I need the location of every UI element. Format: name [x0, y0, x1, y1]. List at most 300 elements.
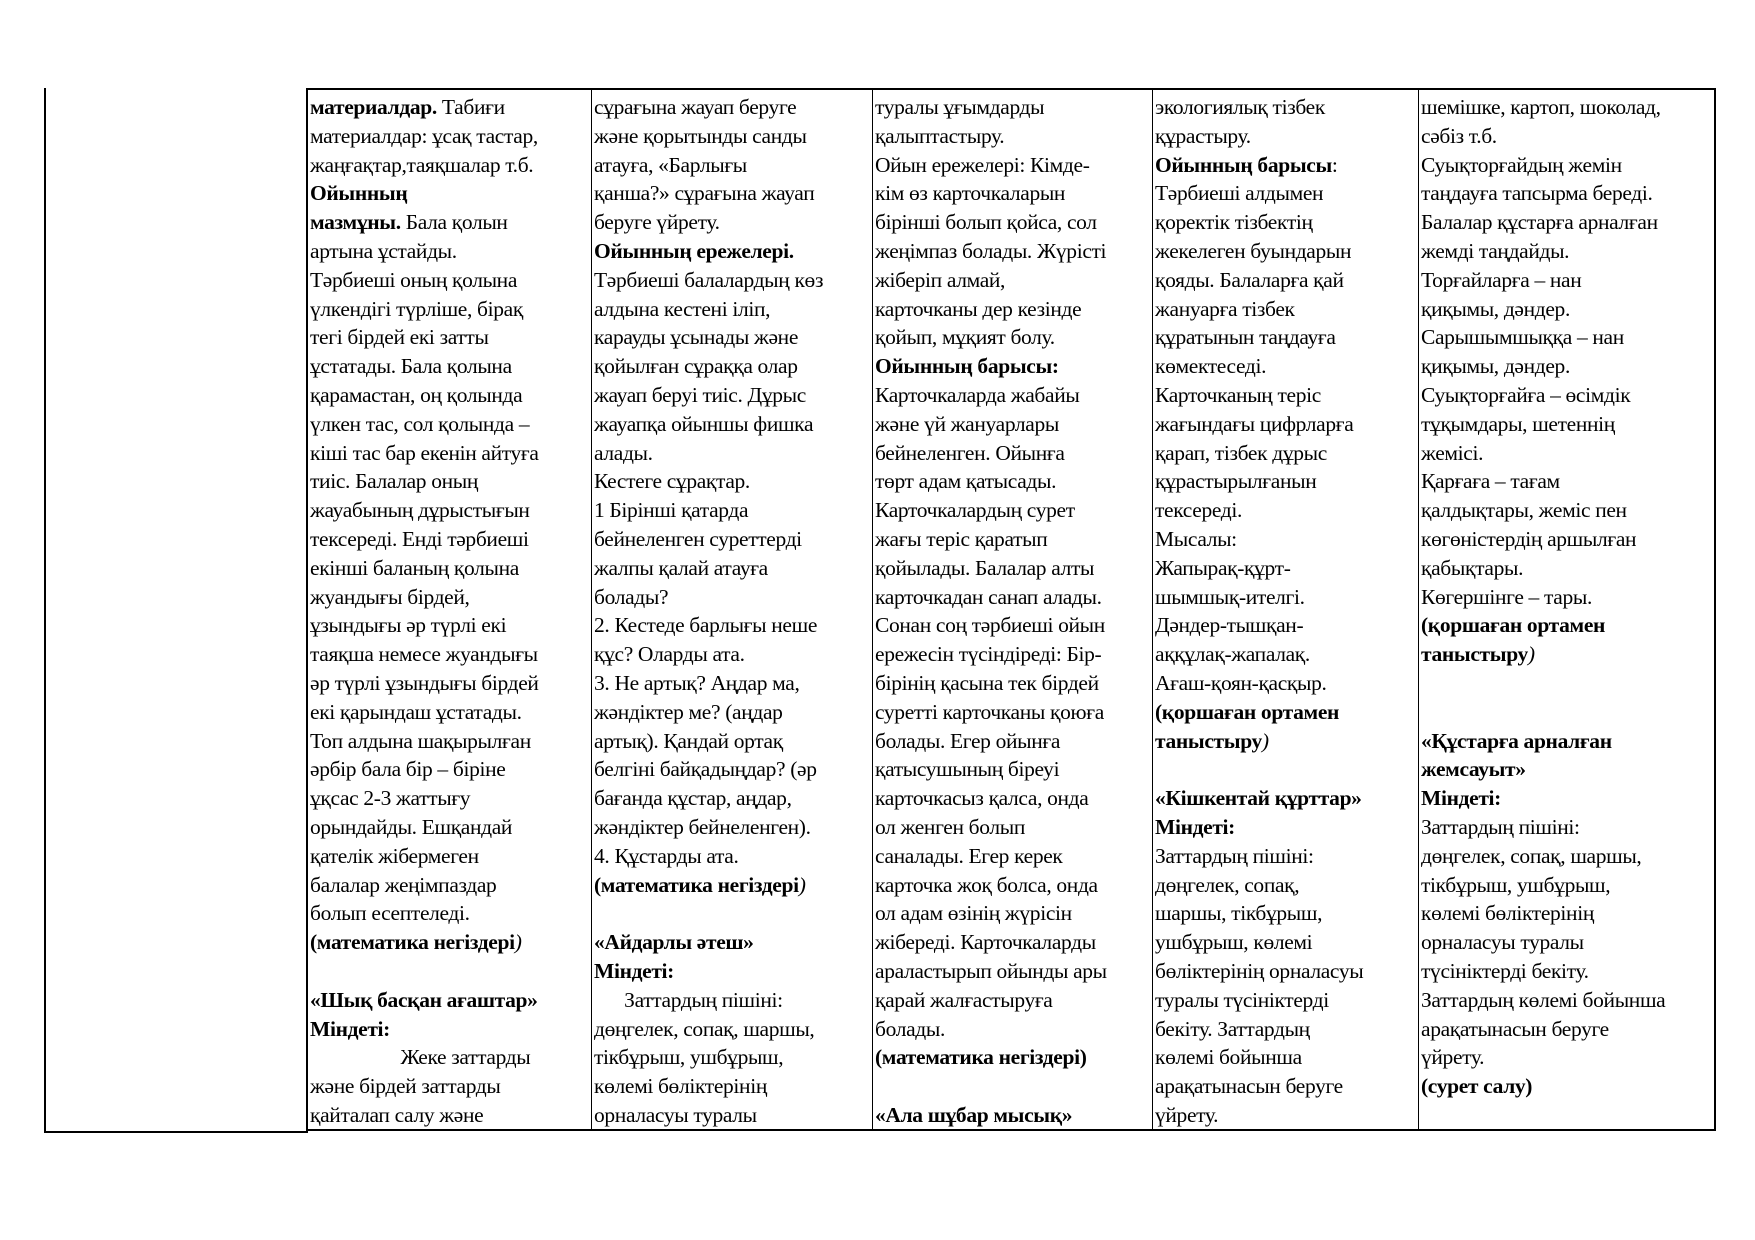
text-run: көгөністердің аршылған	[1421, 526, 1637, 551]
text-run: ұқсас 2-3 жаттығу	[310, 786, 471, 811]
text-run: «Айдарлы әтеш»	[594, 930, 754, 955]
text-line	[594, 1043, 872, 1072]
text-line	[594, 1072, 872, 1101]
text-run: ол адам өзінің жүрісін	[875, 901, 1072, 926]
text-run: түсініктерді бекіту.	[1421, 958, 1589, 983]
text-run: «Ала шұбар мысық»	[875, 1102, 1073, 1127]
text-run: артық). Қандай ортақ	[594, 728, 783, 753]
text-line	[875, 871, 1152, 900]
text-line	[310, 410, 591, 439]
text-run: үлкен тас, сол қолында –	[310, 411, 530, 436]
text-line	[1421, 554, 1714, 583]
text-run: сұрағына жауап беруге	[594, 95, 797, 119]
text-line	[875, 93, 1152, 122]
table-cell-col-1	[308, 90, 591, 1131]
text-line	[310, 1072, 591, 1101]
text-line	[1421, 842, 1714, 871]
text-run: материалдар.	[310, 95, 437, 119]
text-line	[310, 784, 591, 813]
text-line	[310, 1101, 591, 1130]
text-line	[594, 928, 872, 957]
text-line	[1421, 122, 1714, 151]
text-run: қиқымы, дәндер.	[1421, 296, 1570, 321]
text-line	[1421, 237, 1714, 266]
text-run: қалыптастыру.	[875, 123, 1005, 148]
text-line	[594, 1101, 872, 1130]
text-run: карточка жоқ болса, онда	[875, 872, 1098, 897]
text-run: бірінші болып қойса, сол	[875, 210, 1097, 235]
text-run: жемсауыт»	[1421, 757, 1526, 782]
text-line	[594, 813, 872, 842]
text-run: қарамастан, оң қолында	[310, 382, 523, 407]
text-run: жағы теріс қаратып	[875, 526, 1048, 551]
text-run: карточкадан санап алады.	[875, 584, 1102, 609]
text-line	[594, 583, 872, 612]
text-line	[1155, 122, 1418, 151]
text-line	[1155, 208, 1418, 237]
text-run: Ағаш-қоян-қасқыр.	[1155, 670, 1327, 695]
text-run: қарап, тізбек дұрыс	[1155, 440, 1327, 465]
text-line	[1421, 1072, 1714, 1101]
text-run: кіші тас бар екенін айтуға	[310, 440, 539, 465]
text-line	[594, 986, 872, 1015]
text-line	[875, 151, 1152, 180]
text-line	[875, 986, 1152, 1015]
text-line	[594, 122, 872, 151]
text-run: Жеке заттарды	[310, 1045, 531, 1070]
text-run: Ойынның барысы:	[875, 354, 1059, 379]
text-run: саналады. Егер керек	[875, 843, 1063, 868]
text-run: арақатынасын беруге	[1421, 1016, 1609, 1041]
text-line	[1421, 1043, 1714, 1072]
text-run: (қоршаған ортамен	[1155, 699, 1340, 724]
text-run: аққұлақ-жапалақ.	[1155, 642, 1310, 667]
text-line	[310, 323, 591, 352]
table-cell-col-3	[873, 90, 1152, 1131]
text-run: (сурет салу)	[1421, 1074, 1533, 1099]
text-line	[1421, 928, 1714, 957]
text-run: арақатынасын беруге	[1155, 1074, 1343, 1099]
text-run: Тәрбиеші алдымен	[1155, 181, 1324, 206]
text-line	[1421, 295, 1714, 324]
text-run: үйрету.	[1155, 1102, 1219, 1127]
text-run: таңдауға тапсырма береді.	[1421, 181, 1653, 206]
text-run: қойылады. Балалар алты	[875, 555, 1095, 580]
text-run: жаңғақтар,таяқшалар т.б.	[310, 152, 534, 177]
text-run: Ойынның	[310, 181, 408, 206]
text-run: таныстыру	[1421, 642, 1528, 667]
text-run: бейнеленген суреттерді	[594, 526, 802, 551]
text-run: )	[1261, 728, 1269, 753]
text-line	[875, 842, 1152, 871]
text-run: жағындағы цифрларға	[1155, 411, 1354, 436]
text-run: орындайды. Ешқандай	[310, 814, 513, 839]
text-line	[875, 1101, 1152, 1130]
text-line	[310, 871, 591, 900]
text-run: Міндеті:	[594, 958, 674, 983]
text-line	[594, 640, 872, 669]
text-run: атауға, «Барлығы	[594, 152, 747, 177]
text-run: Дәндер-тышқан-	[1155, 613, 1304, 638]
text-run: (қоршаған ортамен	[1421, 613, 1606, 638]
text-run: Міндеті:	[310, 1016, 390, 1041]
text-line	[1155, 727, 1418, 756]
text-line	[1155, 1072, 1418, 1101]
text-run: 4. Құстарды ата.	[594, 843, 739, 868]
text-line	[875, 640, 1152, 669]
text-run: Карточкалардың сурет	[875, 498, 1075, 523]
text-run: дөңгелек, сопақ, шаршы,	[594, 1016, 815, 1041]
text-run: шаршы, тікбұрыш,	[1155, 901, 1323, 926]
text-line	[1421, 698, 1714, 727]
text-run: Бала қолын	[400, 210, 508, 235]
text-line	[1421, 467, 1714, 496]
text-line	[1155, 986, 1418, 1015]
text-line	[1155, 410, 1418, 439]
text-line	[594, 1015, 872, 1044]
text-run: Балалар құстарға арналған	[1421, 210, 1658, 235]
text-line	[875, 323, 1152, 352]
text-run: көлемі бөліктерінің	[1421, 901, 1594, 926]
text-run: шымшық-ителгі.	[1155, 584, 1305, 609]
text-line	[875, 957, 1152, 986]
text-run: жеңімпаз болады. Жүрісті	[875, 238, 1107, 263]
text-line	[1421, 439, 1714, 468]
text-line	[310, 813, 591, 842]
text-line	[594, 755, 872, 784]
text-line	[1421, 352, 1714, 381]
text-run: көлемі бөліктерінің	[594, 1074, 767, 1099]
text-run: балалар жеңімпаздар	[310, 872, 497, 897]
text-run: Міндеті:	[1421, 786, 1501, 811]
text-run: тегі бірдей екі затты	[310, 325, 489, 350]
text-line	[594, 467, 872, 496]
table-border-bottom-left	[44, 1131, 307, 1133]
text-line	[594, 669, 872, 698]
text-line	[1155, 813, 1418, 842]
text-line	[875, 784, 1152, 813]
text-run: және үй жануарлары	[875, 411, 1059, 436]
text-run: )	[1527, 642, 1535, 667]
text-run: және бірдей заттарды	[310, 1074, 501, 1099]
text-line	[1155, 755, 1418, 784]
text-line	[1421, 1015, 1714, 1044]
text-line	[310, 352, 591, 381]
text-line	[310, 899, 591, 928]
text-line	[594, 727, 872, 756]
text-run: жібереді. Карточкаларды	[875, 930, 1096, 955]
text-line	[1421, 640, 1714, 669]
text-run: туралы ұғымдарды	[875, 95, 1045, 119]
text-line	[594, 323, 872, 352]
text-line	[875, 583, 1152, 612]
text-run: экологиялық тізбек	[1155, 95, 1325, 119]
text-run: болады. Егер ойынға	[875, 728, 1061, 753]
text-run: болады.	[875, 1016, 945, 1041]
text-line	[875, 727, 1152, 756]
text-line	[310, 698, 591, 727]
text-run: үлкендігі түрліше, бірақ	[310, 296, 523, 321]
text-run: болады?	[594, 584, 669, 609]
text-line	[310, 1043, 591, 1072]
text-line	[1421, 755, 1714, 784]
text-run: Ойынның барысы	[1155, 152, 1332, 177]
text-run: қалдықтары, жеміс пен	[1421, 498, 1627, 523]
text-run: таяқша немесе жуандығы	[310, 642, 538, 667]
text-run: қабықтары.	[1421, 555, 1524, 580]
text-line	[875, 698, 1152, 727]
text-run: 3. Не артық? Аңдар ма,	[594, 670, 800, 695]
text-line	[594, 266, 872, 295]
text-run: «Кішкентай құрттар»	[1155, 786, 1362, 811]
text-line	[310, 640, 591, 669]
text-line	[875, 669, 1152, 698]
text-run: Кестеге сұрақтар.	[594, 469, 750, 494]
text-run: жауап беруі тиіс. Дұрыс	[594, 382, 806, 407]
text-line	[875, 295, 1152, 324]
text-run: таныстыру	[1155, 728, 1262, 753]
text-line	[1421, 179, 1714, 208]
text-run: жәндіктер ме? (аңдар	[594, 699, 783, 724]
text-line	[594, 295, 872, 324]
text-run: Жапырақ-құрт-	[1155, 555, 1291, 580]
text-line	[1421, 496, 1714, 525]
text-line	[1421, 525, 1714, 554]
text-run: 2. Кестеде барлығы неше	[594, 613, 818, 638]
text-line	[1155, 439, 1418, 468]
text-line	[594, 842, 872, 871]
text-run: жекелеген буындарын	[1155, 238, 1352, 263]
text-line	[875, 179, 1152, 208]
table-cell-col-5	[1419, 90, 1714, 1131]
text-line	[594, 611, 872, 640]
text-line	[1155, 1101, 1418, 1130]
text-line	[875, 813, 1152, 842]
text-line	[1421, 899, 1714, 928]
text-run: (математика негіздері	[310, 930, 515, 955]
text-run: тиіс. Балалар оның	[310, 469, 479, 494]
text-line	[875, 439, 1152, 468]
text-run: ережесін түсіндіреді: Бір-	[875, 642, 1102, 667]
text-line	[594, 237, 872, 266]
text-line	[1421, 669, 1714, 698]
text-run: Тәрбиеші балалардың көз	[594, 267, 824, 292]
text-run: көмектеседі.	[1155, 354, 1267, 379]
text-run: болып есептеледі.	[310, 901, 470, 926]
text-line	[310, 151, 591, 180]
text-run: Суықторғайға – өсімдік	[1421, 382, 1631, 407]
text-line	[1155, 381, 1418, 410]
text-run: тікбұрыш, ушбұрыш,	[1421, 872, 1611, 897]
text-line	[594, 352, 872, 381]
text-run: Торғайларға – нан	[1421, 267, 1582, 292]
text-run: бейнеленген. Ойынға	[875, 440, 1065, 465]
text-run: қояды. Балаларға қай	[1155, 267, 1344, 292]
text-line	[594, 525, 872, 554]
text-run: Заттардың пішіні:	[594, 987, 783, 1012]
text-run: Заттардың пішіні:	[1421, 814, 1580, 839]
text-line	[875, 237, 1152, 266]
text-run: Суықторғайдың жемін	[1421, 152, 1622, 177]
text-run: Табиғи	[436, 95, 505, 119]
text-run: әр түрлі ұзындығы бірдей	[310, 670, 539, 695]
text-run: Қарғаға – тағам	[1421, 469, 1560, 494]
text-line	[1421, 151, 1714, 180]
text-line	[310, 957, 591, 986]
text-run: бөліктерінің орналасуы	[1155, 958, 1364, 983]
text-run: белгіні байқадыңдар? (әр	[594, 757, 817, 782]
text-run: және қорытынды санды	[594, 123, 807, 148]
text-run: орналасуы туралы	[1421, 930, 1584, 955]
text-line	[1421, 93, 1714, 122]
text-line	[310, 583, 591, 612]
text-line	[875, 899, 1152, 928]
text-line	[1421, 957, 1714, 986]
text-line	[594, 899, 872, 928]
text-line	[875, 122, 1152, 151]
text-run: материалдар: ұсақ тастар,	[310, 123, 538, 148]
text-run: Заттардың пішіні:	[1155, 843, 1314, 868]
text-run: )	[798, 872, 806, 897]
text-run: Сонан соң тәрбиеші ойын	[875, 613, 1105, 638]
text-run: Сарышымшыққа – нан	[1421, 325, 1624, 350]
text-line	[1421, 611, 1714, 640]
text-line	[875, 352, 1152, 381]
text-run: карточкасыз қалса, онда	[875, 786, 1089, 811]
text-line	[875, 928, 1152, 957]
text-run: қайталап салу және	[310, 1102, 484, 1127]
text-line	[1155, 554, 1418, 583]
text-line	[310, 208, 591, 237]
text-line	[875, 554, 1152, 583]
text-line	[310, 93, 591, 122]
text-line	[1421, 986, 1714, 1015]
text-line	[875, 496, 1152, 525]
text-run: Карточканың теріс	[1155, 382, 1321, 407]
text-line	[1155, 611, 1418, 640]
text-line	[1421, 871, 1714, 900]
text-line	[310, 237, 591, 266]
text-line	[594, 496, 872, 525]
text-line	[1155, 871, 1418, 900]
text-run: құс? Оларды ата.	[594, 642, 745, 667]
text-line	[1421, 727, 1714, 756]
text-run: құратынын таңдауға	[1155, 325, 1336, 350]
text-run: артына ұстайды.	[310, 238, 457, 263]
text-run: жемісі.	[1421, 440, 1484, 465]
text-line	[1421, 266, 1714, 295]
text-line	[1155, 179, 1418, 208]
text-run: құрастыру.	[1155, 123, 1251, 148]
text-run: орналасуы туралы	[594, 1102, 757, 1127]
text-run: үйрету.	[1421, 1045, 1485, 1070]
text-line	[1155, 784, 1418, 813]
text-line	[310, 669, 591, 698]
text-line	[310, 755, 591, 784]
text-run: ұзындығы әр түрлі екі	[310, 613, 507, 638]
text-line	[310, 122, 591, 151]
text-line	[1155, 151, 1418, 180]
text-run: тікбұрыш, ушбұрыш,	[594, 1045, 784, 1070]
text-run: көлемі бойынша	[1155, 1045, 1302, 1070]
text-run: бірінің қасына тек бірдей	[875, 670, 1099, 695]
text-line	[594, 554, 872, 583]
text-run: екі қарындаш ұстатады.	[310, 699, 522, 724]
text-run: Заттардың көлемі бойынша	[1421, 987, 1666, 1012]
text-line	[1155, 295, 1418, 324]
text-run: қойып, мұқият болу.	[875, 325, 1055, 350]
text-line	[310, 1015, 591, 1044]
text-run: жауабының дұрыстығын	[310, 498, 530, 523]
text-run: 1 Бірінші қатарда	[594, 498, 749, 523]
text-line	[594, 410, 872, 439]
text-line	[594, 179, 872, 208]
text-line	[594, 208, 872, 237]
text-line	[594, 784, 872, 813]
text-line	[1155, 928, 1418, 957]
table-cell-col-4	[1153, 90, 1418, 1131]
text-run: қатысушының біреуі	[875, 757, 1060, 782]
text-run: қиқымы, дәндер.	[1421, 354, 1570, 379]
text-run: сәбіз т.б.	[1421, 123, 1497, 148]
text-line	[1155, 266, 1418, 295]
text-line	[1155, 525, 1418, 554]
text-line	[1155, 583, 1418, 612]
text-run: тексереді. Енді тәрбиеші	[310, 526, 529, 551]
text-run: Карточкаларда жабайы	[875, 382, 1080, 407]
text-run: екінші баланың қолына	[310, 555, 519, 580]
text-run: беруге үйрету.	[594, 210, 720, 235]
text-line	[1421, 784, 1714, 813]
text-run: жіберіп алмай,	[875, 267, 1006, 292]
text-line	[594, 439, 872, 468]
text-run: Міндеті:	[1155, 814, 1235, 839]
text-run: тексереді.	[1155, 498, 1242, 523]
text-run: бағанда құстар, аңдар,	[594, 786, 792, 811]
text-line	[310, 727, 591, 756]
text-run: бекіту. Заттардың	[1155, 1016, 1310, 1041]
text-run: дөңгелек, сопақ, шаршы,	[1421, 843, 1642, 868]
text-line	[594, 93, 872, 122]
text-run: жалпы қалай атауға	[594, 555, 768, 580]
text-line	[594, 698, 872, 727]
text-line	[310, 496, 591, 525]
text-line	[875, 1072, 1152, 1101]
text-line	[875, 611, 1152, 640]
table-cell-col-2	[592, 90, 872, 1131]
text-line	[310, 842, 591, 871]
text-run: жауапқа ойыншы фишка	[594, 411, 814, 436]
text-line	[1155, 1043, 1418, 1072]
table-border-right	[1714, 88, 1716, 1131]
text-line	[310, 611, 591, 640]
text-line	[1421, 323, 1714, 352]
text-run: мазмұны.	[310, 210, 401, 235]
text-run: Ойын ережелері: Кімде-	[875, 152, 1090, 177]
table-border-left	[44, 88, 46, 1133]
text-line	[1155, 352, 1418, 381]
text-line	[1155, 93, 1418, 122]
text-line	[1155, 698, 1418, 727]
text-line	[875, 208, 1152, 237]
text-run: Көгершінге – тары.	[1421, 584, 1593, 609]
text-line	[1155, 496, 1418, 525]
text-run: (математика негіздері)	[875, 1045, 1087, 1070]
text-line	[875, 266, 1152, 295]
text-line	[310, 179, 591, 208]
text-run: алдына кестені іліп,	[594, 296, 771, 321]
text-line	[1155, 467, 1418, 496]
